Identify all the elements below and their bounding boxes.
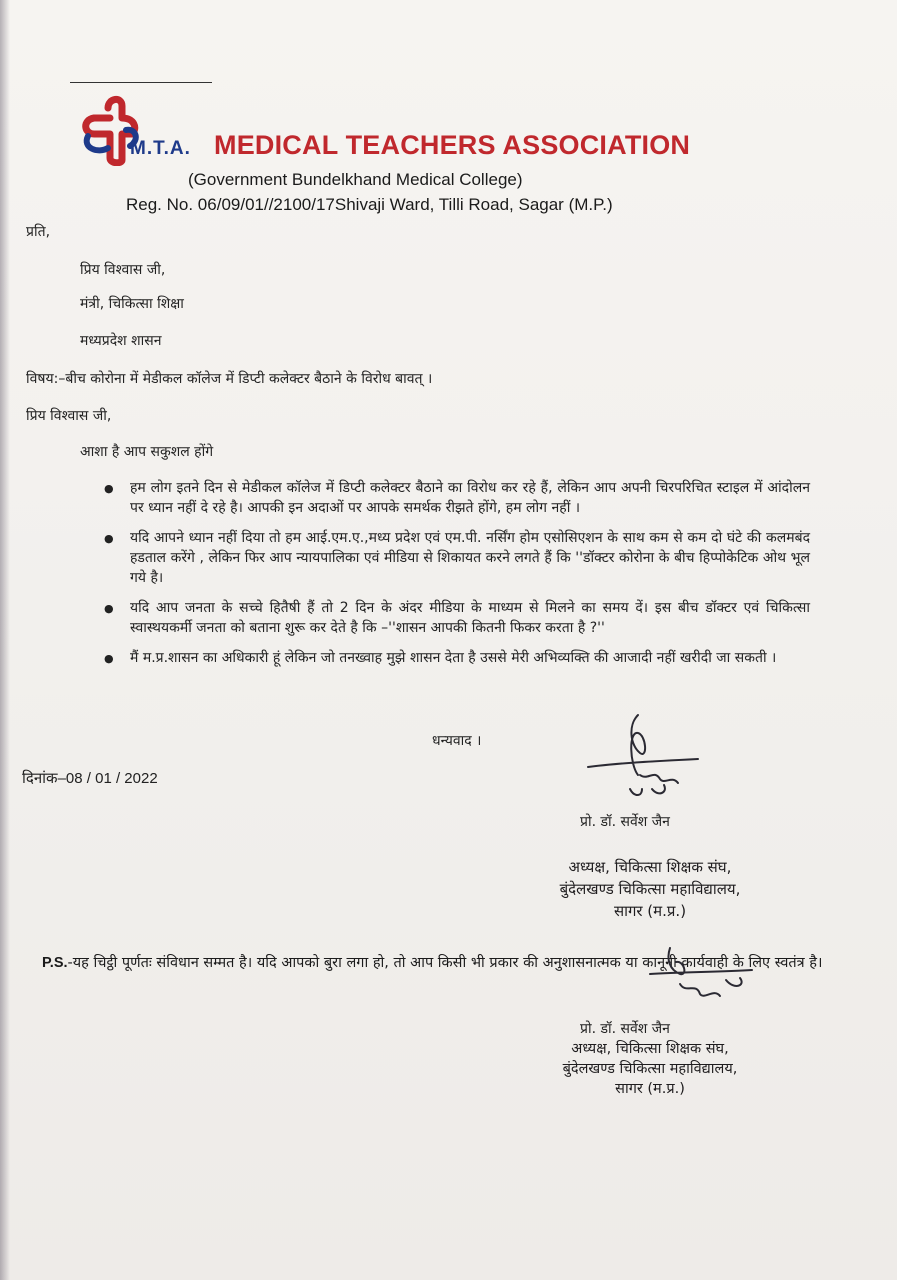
point-item: ● हम लोग इतने दिन से मेडीकल कॉलेज में डिप्टी कलेक्टर बैठाने का विरोध कर रहे हैं, लेकिन आप अपनी चिरपरिचित स्टाइल में आंदोलन पर ध्यान नहीं दे रहे है। आपकी इन अदाओं पर आपके समर्थक रीझते होंगे, हम लोग नहीं । (104, 478, 810, 518)
logo-acronym: M.T.A. (130, 138, 191, 159)
org-subtitle: (Government Bundelkhand Medical College) (188, 170, 523, 189)
designation-line: अध्यक्ष, चिकित्सा शिक्षक संघ, (571, 1041, 729, 1057)
signatory-designation (520, 856, 780, 922)
points-list (104, 478, 810, 678)
registration-line: Reg. No. 06/09/01//2100/17Shivaji Ward, Tilli Road, Sagar (M.P.) (126, 195, 613, 214)
salutation: प्रिय विश्वास जी, (26, 408, 112, 424)
designation-line: बुंदेलखण्ड चिकित्सा महाविद्यालय, (559, 880, 741, 898)
recipient-office: मध्यप्रदेश शासन (80, 333, 162, 349)
org-name: MEDICAL TEACHERS ASSOCIATION (214, 130, 691, 160)
signatory2-name: प्रो. डॉ. सर्वेश जैन (580, 1021, 670, 1037)
top-rule (70, 82, 212, 83)
signatory2-designation (510, 1039, 790, 1099)
signature-1 (568, 705, 718, 815)
point-item: ● यदि आपने ध्यान नहीं दिया तो हम आई.एम.ए.,मध्य प्रदेश एवं एम.पी. नर्सिंग होम एसोसिएशन के साथ कम से कम दो घंटे की कलमबंद हडताल करेंगे , लेकिन फिर आप न्यायपालिका एवं मीडिया से शिकायत करने लगते हैं कि ''डॉक्टर कोरोना के बीच हिप्पोकेटिक ओथ भूल गये है। (104, 528, 810, 588)
ps-label: P.S. (42, 955, 68, 971)
recipient-name: प्रिय विश्वास जी, (80, 262, 166, 278)
designation-line: सागर (म.प्र.) (615, 1081, 685, 1097)
to-label: प्रति, (26, 224, 51, 240)
recipient-title: मंत्री, चिकित्सा शिक्षा (80, 296, 184, 312)
designation-line: अध्यक्ष, चिकित्सा शिक्षक संघ, (568, 858, 732, 876)
signatory-name: प्रो. डॉ. सर्वेश जैन (580, 814, 670, 830)
designation-line: बुंदेलखण्ड चिकित्सा महाविद्यालय, (562, 1061, 738, 1077)
designation-line: सागर (म.प्र.) (613, 902, 687, 920)
signature-2 (640, 940, 760, 1030)
subject-line: विषय:–बीच कोरोना में मेडीकल कॉलेज में डिप्टी कलेक्टर बैठाने के विरोध बावत् । (26, 371, 433, 387)
thanks-text: धन्यवाद । (432, 733, 482, 749)
point-item: ● यदि आप जनता के सच्चे हितैषी हैं तो 2 दिन के अंदर मीडिया के माध्यम से मिलने का समय दें। इस बीच डॉक्टर एवं चिकित्सा स्वास्थयकर्मी जनता को बताना शुरू कर देते है कि –''शासन आपकी कितनी फिकर करता है ?'' (104, 598, 810, 638)
ps-text: -यह चिट्ठी पूर्णतः संविधान सम्मत है। यदि आपको बुरा लगा हो, तो आप किसी भी प्रकार की अनुशासनात्मक या कानूनी कार्यवाही के लिए स्वतंत्र है। (67, 955, 823, 971)
page-edge-shadow (0, 0, 10, 1280)
greeting: आशा है आप सकुशल होंगे (80, 444, 214, 460)
point-item: ● मैं म.प्र.शासन का अधिकारी हूं लेकिन जो तनख्वाह मुझे शासन देता है उससे मेरी अभिव्यक्ति की आजादी नहीं खरीदी जा सकती । (104, 648, 810, 668)
date-line: दिनांक–08 / 01 / 2022 (22, 770, 158, 787)
